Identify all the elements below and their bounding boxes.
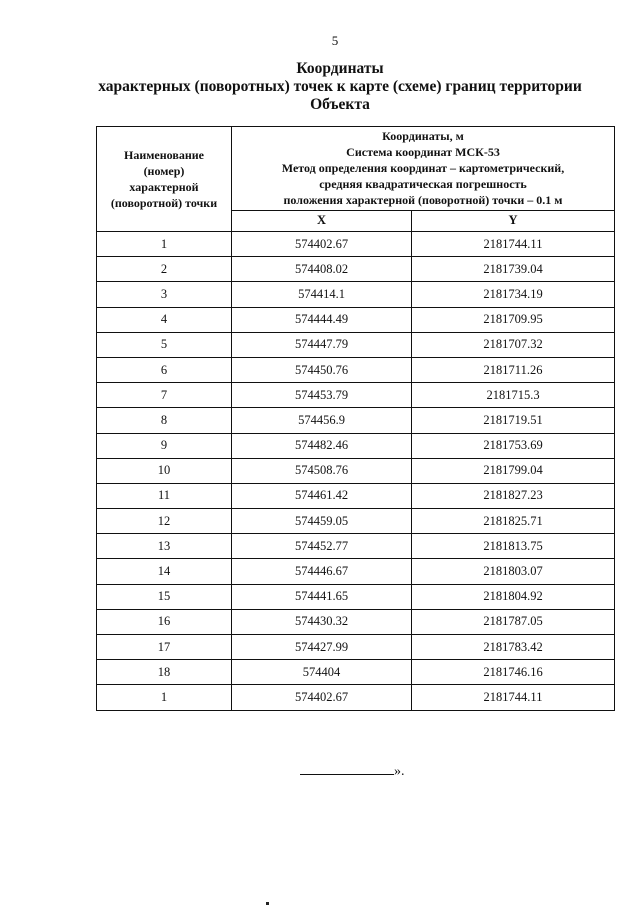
point-number-cell: 14: [97, 559, 232, 584]
table-row: [97, 257, 615, 282]
y-coordinate-cell: 2181744.11: [412, 232, 615, 257]
x-coordinate-cell: 574450.76: [232, 357, 412, 382]
table-row: [97, 685, 615, 710]
y-coordinate-cell: 2181804.92: [412, 584, 615, 609]
x-coordinate-cell: 574452.77: [232, 534, 412, 559]
x-coordinate-cell: 574453.79: [232, 383, 412, 408]
y-coordinate-cell: 2181825.71: [412, 509, 615, 534]
x-coordinate-cell: 574444.49: [232, 307, 412, 332]
x-coordinate-cell: 574441.65: [232, 584, 412, 609]
point-number-cell: 10: [97, 458, 232, 483]
y-coordinate-cell: 2181827.23: [412, 483, 615, 508]
x-coordinate-cell: 574482.46: [232, 433, 412, 458]
point-number-cell: 6: [97, 357, 232, 382]
table-row: [97, 408, 615, 433]
x-coordinate-cell: 574447.79: [232, 332, 412, 357]
coordinates-header-line: Координаты, м: [382, 129, 464, 144]
table-row: [97, 458, 615, 483]
point-number-cell: 11: [97, 483, 232, 508]
y-coordinate-cell: 2181744.11: [412, 685, 615, 710]
point-number-cell: 4: [97, 307, 232, 332]
x-coordinate-cell: 574459.05: [232, 509, 412, 534]
table-row: [97, 383, 615, 408]
y-coordinate-cell: 2181715.3: [412, 383, 615, 408]
x-coordinate-cell: 574402.67: [232, 685, 412, 710]
y-coordinate-cell: 2181707.32: [412, 332, 615, 357]
x-coordinate-cell: 574414.1: [232, 282, 412, 307]
x-coordinate-cell: 574430.32: [232, 609, 412, 634]
title-line-3: Объекта: [310, 96, 370, 113]
x-coordinate-cell: 574408.02: [232, 257, 412, 282]
signature-blank: [300, 762, 394, 775]
table-row: [97, 635, 615, 660]
y-coordinate-cell: 2181799.04: [412, 458, 615, 483]
table-row: [97, 509, 615, 534]
y-coordinate-cell: 2181813.75: [412, 534, 615, 559]
y-coordinate-cell: 2181803.07: [412, 559, 615, 584]
coordinates-table: [96, 126, 615, 711]
closing-quote: ».: [394, 764, 405, 779]
document-title: [60, 60, 620, 114]
table-row: [97, 559, 615, 584]
y-coordinate-cell: 2181746.16: [412, 660, 615, 685]
y-coordinate-cell: 2181787.05: [412, 609, 615, 634]
point-name-header: [97, 127, 232, 232]
table-row: [97, 357, 615, 382]
point-number-cell: 18: [97, 660, 232, 685]
point-number-cell: 1: [97, 232, 232, 257]
x-coordinate-cell: 574461.42: [232, 483, 412, 508]
point-number-cell: 17: [97, 635, 232, 660]
table-row: [97, 534, 615, 559]
point-number-cell: 12: [97, 509, 232, 534]
coordinates-header: [232, 127, 615, 211]
x-coordinate-cell: 574446.67: [232, 559, 412, 584]
point-name-header-line: (поворотной) точки: [110, 196, 218, 210]
point-number-cell: 8: [97, 408, 232, 433]
table-row: [97, 483, 615, 508]
point-number-cell: 15: [97, 584, 232, 609]
y-coordinate-cell: 2181711.26: [412, 357, 615, 382]
coordinates-header-line: средняя квадратическая погрешность: [319, 177, 527, 192]
x-coordinate-cell: 574427.99: [232, 635, 412, 660]
table-row: [97, 332, 615, 357]
table-row: [97, 660, 615, 685]
y-coordinate-cell: 2181719.51: [412, 408, 615, 433]
point-number-cell: 13: [97, 534, 232, 559]
table-row: [97, 232, 615, 257]
title-line-1: Координаты: [296, 60, 384, 77]
coordinates-table-body: [97, 232, 615, 711]
point-name-header-line: Наименование: [124, 148, 204, 162]
x-coordinate-cell: 574508.76: [232, 458, 412, 483]
y-coordinate-cell: 2181739.04: [412, 257, 615, 282]
x-column-header: X: [232, 210, 412, 231]
page-number: 5: [331, 33, 339, 48]
x-coordinate-cell: 574456.9: [232, 408, 412, 433]
point-number-cell: 7: [97, 383, 232, 408]
y-coordinate-cell: 2181753.69: [412, 433, 615, 458]
point-number-cell: 16: [97, 609, 232, 634]
point-name-header-line: характерной: [129, 180, 199, 194]
table-row: [97, 584, 615, 609]
table-row: [97, 307, 615, 332]
y-coordinate-cell: 2181709.95: [412, 307, 615, 332]
y-column-header: Y: [412, 210, 615, 231]
x-coordinate-cell: 574402.67: [232, 232, 412, 257]
point-number-cell: 9: [97, 433, 232, 458]
signature-line: [300, 762, 405, 780]
table-row: [97, 433, 615, 458]
point-number-cell: 5: [97, 332, 232, 357]
y-coordinate-cell: 2181734.19: [412, 282, 615, 307]
coordinates-header-line: положения характерной (поворотной) точки – 0.1 м: [283, 193, 563, 208]
point-number-cell: 2: [97, 257, 232, 282]
point-number-cell: 1: [97, 685, 232, 710]
point-name-header-line: (номер): [143, 164, 185, 178]
coordinates-header-line: Система координат МСК-53: [346, 145, 500, 160]
coordinates-header-line: Метод определения координат – картометрический,: [281, 161, 565, 176]
point-number-cell: 3: [97, 282, 232, 307]
x-coordinate-cell: 574404: [232, 660, 412, 685]
y-coordinate-cell: 2181783.42: [412, 635, 615, 660]
table-row: [97, 282, 615, 307]
table-row: [97, 609, 615, 634]
title-line-2: характерных (поворотных) точек к карте (схеме) границ территории: [98, 78, 582, 95]
